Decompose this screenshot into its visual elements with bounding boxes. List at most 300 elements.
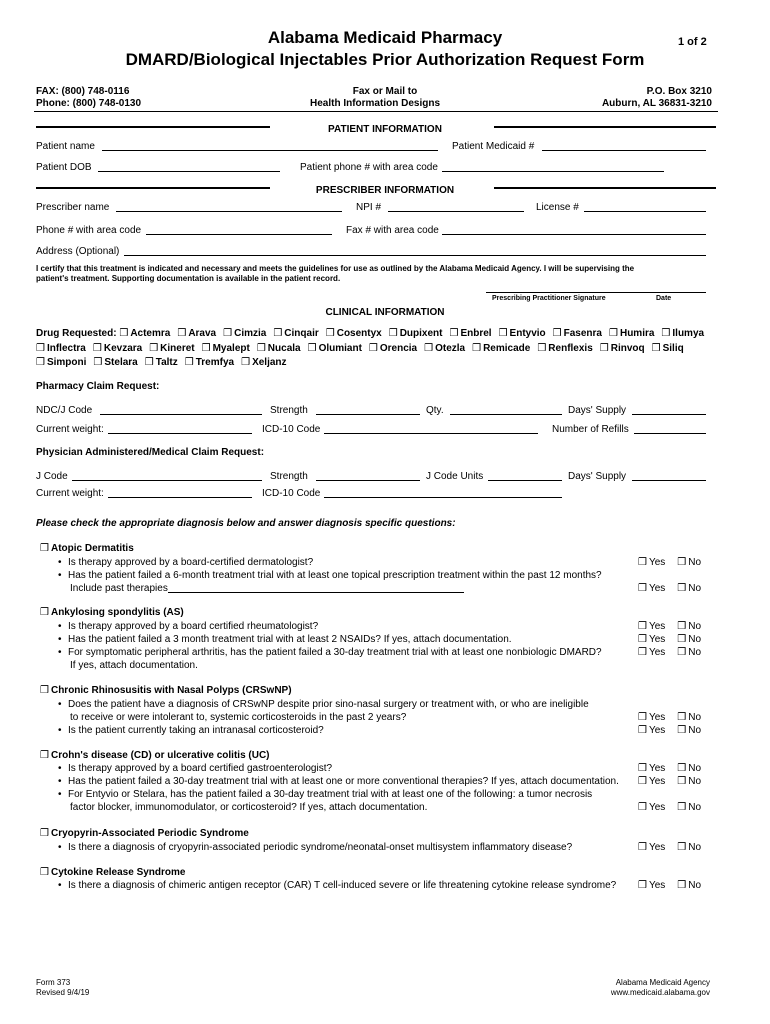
no-option[interactable] bbox=[677, 583, 701, 594]
yes-option[interactable] bbox=[638, 880, 665, 891]
checkbox-icon[interactable]: ❒ bbox=[449, 328, 459, 339]
drug-name: Tremfya bbox=[195, 357, 235, 368]
drug-option-inflectra[interactable] bbox=[36, 343, 86, 354]
fax-number: FAX: (800) 748-0116 bbox=[36, 86, 130, 97]
drug-name: Cimzia bbox=[234, 328, 267, 339]
checkbox-icon[interactable]: ❒ bbox=[241, 357, 251, 368]
yes-no-group bbox=[638, 621, 701, 632]
diagnosis-title: Cryopyrin-Associated Periodic Syndrome bbox=[50, 828, 249, 839]
bullet-icon: • bbox=[58, 699, 62, 710]
question-continuation: Include past therapies bbox=[70, 583, 168, 594]
question-continuation: If yes, attach documentation. bbox=[70, 660, 198, 671]
ndc-label: NDC/J Code bbox=[36, 405, 93, 416]
icd-field[interactable] bbox=[324, 433, 538, 434]
checkbox-icon[interactable]: ❒ bbox=[184, 357, 194, 368]
drug-option-kineret[interactable] bbox=[149, 343, 194, 354]
yes-option[interactable] bbox=[638, 842, 665, 853]
diagnosis-question bbox=[58, 647, 602, 658]
days-supply-label: Days' Supply bbox=[568, 405, 627, 416]
prescriber-name-label: Prescriber name bbox=[36, 202, 110, 213]
bullet-icon: • bbox=[58, 634, 62, 645]
checkbox-icon[interactable]: ❒ bbox=[40, 867, 49, 878]
diagnosis-question bbox=[58, 789, 592, 800]
yes-no-group bbox=[638, 712, 701, 723]
diagnosis-instructions: Please check the appropriate diagnosis below and answer diagnosis specific questions: bbox=[36, 518, 456, 529]
drug-name: Entyvio bbox=[509, 328, 546, 339]
jcode-label: J Code bbox=[36, 471, 68, 482]
checkbox-icon[interactable]: ❒ bbox=[256, 343, 266, 354]
form-title-2: DMARD/Biological Injectables Prior Authorization Request Form bbox=[125, 50, 645, 69]
no-option[interactable] bbox=[677, 880, 701, 891]
checkbox-icon[interactable]: ❒ bbox=[638, 647, 647, 658]
yes-no-group bbox=[638, 583, 701, 594]
yes-option[interactable] bbox=[638, 621, 665, 632]
page-number: 1 of 2 bbox=[678, 36, 707, 48]
prescriber-fax-label: Fax # with area code bbox=[346, 225, 439, 236]
yes-option[interactable] bbox=[638, 634, 665, 645]
drug-option-fasenra[interactable] bbox=[553, 328, 602, 339]
prescriber-phone-field[interactable] bbox=[146, 234, 332, 235]
drug-option-humira[interactable] bbox=[609, 328, 654, 339]
diagnosis-option[interactable] bbox=[40, 750, 270, 761]
license-label: License # bbox=[536, 202, 579, 213]
no-option[interactable] bbox=[677, 802, 701, 813]
drug-option-entyvio[interactable] bbox=[499, 328, 546, 339]
checkbox-icon[interactable]: ❒ bbox=[638, 880, 647, 891]
no-option[interactable] bbox=[677, 763, 701, 774]
prescriber-name-field[interactable] bbox=[116, 211, 342, 212]
signature-field[interactable] bbox=[486, 292, 706, 293]
section-rule bbox=[494, 187, 716, 189]
patient-dob-label: Patient DOB bbox=[36, 162, 92, 173]
no-label: No bbox=[688, 880, 702, 891]
strength-label: Strength bbox=[270, 405, 308, 416]
strength-field-2[interactable] bbox=[316, 480, 420, 481]
drug-name: Xeljanz bbox=[252, 357, 287, 368]
no-label: No bbox=[688, 763, 702, 774]
checkbox-icon[interactable]: ❒ bbox=[40, 750, 49, 761]
checkbox-icon[interactable]: ❒ bbox=[177, 328, 187, 339]
drug-option-cinqair[interactable] bbox=[273, 328, 318, 339]
past-therapies-field[interactable] bbox=[168, 592, 464, 593]
no-option[interactable] bbox=[677, 647, 701, 658]
patient-phone-label: Patient phone # with area code bbox=[300, 162, 438, 173]
drug-option-cosentyx[interactable] bbox=[326, 328, 382, 339]
yes-label: Yes bbox=[648, 776, 666, 787]
question-text: For symptomatic peripheral arthritis, has the patient failed a 30-day treatment trial with at least one nonbiologic DMARD? bbox=[68, 647, 602, 658]
no-label: No bbox=[688, 583, 702, 594]
drug-option-orencia[interactable] bbox=[369, 343, 417, 354]
yes-option[interactable] bbox=[638, 712, 665, 723]
checkbox-icon[interactable]: ❒ bbox=[677, 763, 687, 774]
question-text: For Entyvio or Stelara, has the patient failed a 30-day treatment trial with at least one of the following: a tumor necrosis bbox=[68, 789, 593, 800]
no-option[interactable] bbox=[677, 557, 701, 568]
bullet-icon: • bbox=[58, 789, 62, 800]
checkbox-icon[interactable]: ❒ bbox=[638, 776, 647, 787]
diagnosis-question bbox=[58, 725, 324, 736]
po-box: P.O. Box 3210 bbox=[646, 86, 712, 97]
checkbox-icon[interactable]: ❒ bbox=[677, 647, 687, 658]
diagnosis-title: Ankylosing spondylitis (AS) bbox=[50, 607, 184, 618]
checkbox-icon[interactable]: ❒ bbox=[638, 583, 647, 594]
drug-name: Ilumya bbox=[672, 328, 705, 339]
drug-option-tremfya[interactable] bbox=[185, 357, 234, 368]
checkbox-icon[interactable]: ❒ bbox=[638, 634, 647, 645]
drug-name: Fasenra bbox=[563, 328, 602, 339]
checkbox-icon[interactable]: ❒ bbox=[677, 557, 687, 568]
no-option[interactable] bbox=[677, 621, 701, 632]
checkbox-icon[interactable]: ❒ bbox=[144, 357, 154, 368]
checkbox-icon[interactable]: ❒ bbox=[677, 712, 687, 723]
checkbox-icon[interactable]: ❒ bbox=[388, 328, 398, 339]
yes-no-group bbox=[638, 634, 701, 645]
icd-field-2[interactable] bbox=[324, 497, 562, 498]
diagnosis-option[interactable] bbox=[40, 607, 184, 618]
patient-name-label: Patient name bbox=[36, 141, 95, 152]
drug-option-renflexis[interactable] bbox=[537, 343, 592, 354]
checkbox-icon[interactable]: ❒ bbox=[609, 328, 618, 339]
days-supply-field[interactable] bbox=[632, 414, 706, 415]
drug-name: Renflexis bbox=[548, 343, 593, 354]
strength-field[interactable] bbox=[316, 414, 420, 415]
question-text: Is therapy approved by a board certified rheumatologist? bbox=[68, 621, 319, 632]
refills-label: Number of Refills bbox=[552, 424, 629, 435]
checkbox-icon[interactable]: ❒ bbox=[325, 328, 335, 339]
drug-option-stelara[interactable] bbox=[93, 357, 137, 368]
drug-option-cimzia[interactable] bbox=[223, 328, 266, 339]
checkbox-icon[interactable]: ❒ bbox=[472, 343, 482, 354]
diagnosis-question bbox=[58, 570, 602, 581]
checkbox-icon[interactable]: ❒ bbox=[223, 328, 233, 339]
checkbox-icon[interactable]: ❒ bbox=[661, 328, 671, 339]
no-label: No bbox=[688, 634, 702, 645]
weight-field-2[interactable] bbox=[108, 497, 252, 498]
drug-option-dupixent[interactable] bbox=[389, 328, 443, 339]
clinical-section-title: CLINICAL INFORMATION bbox=[325, 307, 445, 318]
no-label: No bbox=[688, 621, 702, 632]
yes-label: Yes bbox=[648, 842, 666, 853]
checkbox-icon[interactable]: ❒ bbox=[677, 776, 687, 787]
checkbox-icon[interactable]: ❒ bbox=[149, 343, 159, 354]
checkbox-icon[interactable]: ❒ bbox=[638, 557, 647, 568]
npi-label: NPI # bbox=[356, 202, 382, 213]
question-text: Is therapy approved by a board-certified dermatologist? bbox=[68, 557, 314, 568]
patient-dob-field[interactable] bbox=[98, 171, 280, 172]
yes-no-group bbox=[638, 802, 701, 813]
checkbox-icon[interactable]: ❒ bbox=[40, 685, 49, 696]
icd-label-2: ICD-10 Code bbox=[262, 488, 321, 499]
drug-row-1 bbox=[36, 328, 711, 339]
yes-no-group bbox=[638, 880, 701, 891]
yes-label: Yes bbox=[648, 634, 666, 645]
drug-name: Otezla bbox=[435, 343, 466, 354]
yes-no-group bbox=[638, 725, 701, 736]
no-option[interactable] bbox=[677, 725, 701, 736]
address-label: Address (Optional) bbox=[36, 246, 120, 257]
checkbox-icon[interactable]: ❒ bbox=[498, 328, 508, 339]
checkbox-icon[interactable]: ❒ bbox=[40, 543, 49, 554]
drug-name: Rinvoq bbox=[610, 343, 645, 354]
diagnosis-title: Chronic Rhinosusitis with Nasal Polyps (CRSwNP) bbox=[50, 685, 292, 696]
drug-option-actemra[interactable] bbox=[119, 328, 170, 339]
ndc-field[interactable] bbox=[100, 414, 262, 415]
form-number: Form 373 bbox=[36, 978, 71, 987]
drug-option-kevzara[interactable] bbox=[93, 343, 142, 354]
checkbox-icon[interactable]: ❒ bbox=[677, 842, 687, 853]
yes-label: Yes bbox=[648, 802, 666, 813]
yes-label: Yes bbox=[648, 880, 666, 891]
yes-option[interactable] bbox=[638, 647, 665, 658]
jcode-units-label: J Code Units bbox=[426, 471, 484, 482]
no-option[interactable] bbox=[677, 634, 701, 645]
checkbox-icon[interactable]: ❒ bbox=[677, 621, 687, 632]
drug-option-olumiant[interactable] bbox=[308, 343, 362, 354]
checkbox-icon[interactable]: ❒ bbox=[119, 328, 129, 339]
diagnosis-question bbox=[58, 763, 332, 774]
days-supply-field-2[interactable] bbox=[632, 480, 706, 481]
header-divider bbox=[34, 111, 718, 112]
bullet-icon: • bbox=[58, 880, 62, 891]
phone-number: Phone: (800) 748-0130 bbox=[36, 98, 142, 109]
drug-name: Olumiant bbox=[318, 343, 362, 354]
question-text: Is therapy approved by a board certified gastroenterologist? bbox=[68, 763, 333, 774]
drug-name: Taltz bbox=[155, 357, 178, 368]
bullet-icon: • bbox=[58, 621, 62, 632]
diagnosis-option[interactable] bbox=[40, 828, 249, 839]
diagnosis-question bbox=[58, 634, 512, 645]
yes-no-group bbox=[638, 776, 701, 787]
drug-option-xeljanz[interactable] bbox=[241, 357, 286, 368]
question-text: Is there a diagnosis of cryopyrin-associated periodic syndrome/neonatal-onset multisystem inflammatory disease? bbox=[68, 842, 573, 853]
diagnosis-question bbox=[58, 699, 589, 710]
checkbox-icon[interactable]: ❒ bbox=[638, 621, 647, 632]
checkbox-icon[interactable]: ❒ bbox=[201, 343, 211, 354]
npi-field[interactable] bbox=[388, 211, 524, 212]
yes-option[interactable] bbox=[638, 557, 665, 568]
drug-row-2 bbox=[36, 343, 691, 354]
checkbox-icon[interactable]: ❒ bbox=[677, 880, 687, 891]
question-text: Has the patient failed a 3 month treatment trial with at least 2 NSAIDs? If yes, attach documentation. bbox=[68, 634, 512, 645]
certification-text-2: patient's treatment. Supporting documentation is available in the patient record. bbox=[36, 274, 341, 283]
address-field[interactable] bbox=[124, 255, 706, 256]
drug-name: Simponi bbox=[46, 357, 87, 368]
checkbox-icon[interactable]: ❒ bbox=[92, 343, 102, 354]
yes-label: Yes bbox=[648, 712, 666, 723]
drug-name: Orencia bbox=[379, 343, 418, 354]
agency-name: Alabama Medicaid Agency bbox=[615, 978, 710, 987]
mail-org: Health Information Designs bbox=[309, 98, 440, 109]
yes-label: Yes bbox=[648, 557, 666, 568]
yes-no-group bbox=[638, 763, 701, 774]
yes-option[interactable] bbox=[638, 583, 665, 594]
drug-name: Kineret bbox=[160, 343, 195, 354]
drug-name: Siliq bbox=[662, 343, 684, 354]
drug-name: Kevzara bbox=[103, 343, 143, 354]
yes-option[interactable] bbox=[638, 763, 665, 774]
patient-medicaid-field[interactable] bbox=[542, 150, 706, 151]
diagnosis-question bbox=[58, 621, 318, 632]
diagnosis-title: Cytokine Release Syndrome bbox=[50, 867, 186, 878]
bullet-icon: • bbox=[58, 647, 62, 658]
drug-name: Nucala bbox=[267, 343, 301, 354]
drug-row-3 bbox=[36, 357, 294, 368]
days-supply-label-2: Days' Supply bbox=[568, 471, 627, 482]
drug-name: Myalept bbox=[212, 343, 250, 354]
strength-label-2: Strength bbox=[270, 471, 308, 482]
diagnosis-title: Atopic Dermatitis bbox=[50, 543, 134, 554]
bullet-icon: • bbox=[58, 763, 62, 774]
jcode-units-field[interactable] bbox=[488, 480, 562, 481]
drug-name: Enbrel bbox=[460, 328, 492, 339]
yes-label: Yes bbox=[648, 647, 666, 658]
checkbox-icon[interactable]: ❒ bbox=[638, 763, 647, 774]
bullet-icon: • bbox=[58, 557, 62, 568]
yes-label: Yes bbox=[648, 621, 666, 632]
diagnosis-question bbox=[58, 776, 619, 787]
checkbox-icon[interactable]: ❒ bbox=[424, 343, 434, 354]
license-field[interactable] bbox=[584, 211, 706, 212]
drug-name: Inflectra bbox=[46, 343, 86, 354]
checkbox-icon[interactable]: ❒ bbox=[638, 802, 647, 813]
bullet-icon: • bbox=[58, 776, 62, 787]
checkbox-icon[interactable]: ❒ bbox=[677, 725, 687, 736]
checkbox-icon[interactable]: ❒ bbox=[677, 634, 687, 645]
drug-option-myalept[interactable] bbox=[202, 343, 250, 354]
diagnosis-title: Crohn's disease (CD) or ulcerative colitis (UC) bbox=[50, 750, 270, 761]
icd-label: ICD-10 Code bbox=[262, 424, 321, 435]
prescriber-phone-label: Phone # with area code bbox=[36, 225, 142, 236]
checkbox-icon[interactable]: ❒ bbox=[273, 328, 283, 339]
drug-option-simponi[interactable] bbox=[36, 357, 86, 368]
question-text: Does the patient have a diagnosis of CRSwNP despite prior sino-nasal surgery or treatment with, or who are ineligible bbox=[68, 699, 589, 710]
checkbox-icon[interactable]: ❒ bbox=[599, 343, 609, 354]
question-continuation: to receive or were intolerant to, systemic corticosteroids in the past 2 years? bbox=[70, 712, 407, 723]
patient-phone-field[interactable] bbox=[442, 171, 664, 172]
yes-option[interactable] bbox=[638, 725, 665, 736]
checkbox-icon[interactable]: ❒ bbox=[537, 343, 547, 354]
checkbox-icon[interactable]: ❒ bbox=[677, 802, 687, 813]
drug-name: Cosentyx bbox=[336, 328, 382, 339]
yes-label: Yes bbox=[648, 583, 666, 594]
no-option[interactable] bbox=[677, 842, 701, 853]
yes-no-group bbox=[638, 842, 701, 853]
checkbox-icon[interactable]: ❒ bbox=[307, 343, 317, 354]
drug-name: Actemra bbox=[130, 328, 171, 339]
no-label: No bbox=[688, 776, 702, 787]
checkbox-icon[interactable]: ❒ bbox=[638, 842, 647, 853]
pharmacy-claim-heading: Pharmacy Claim Request: bbox=[36, 381, 160, 392]
no-label: No bbox=[688, 712, 702, 723]
checkbox-icon[interactable]: ❒ bbox=[651, 343, 661, 354]
bullet-icon: • bbox=[58, 842, 62, 853]
checkbox-icon[interactable]: ❒ bbox=[638, 712, 647, 723]
drug-name: Stelara bbox=[104, 357, 138, 368]
qty-field[interactable] bbox=[450, 414, 562, 415]
drug-option-arava[interactable] bbox=[177, 328, 216, 339]
checkbox-icon[interactable]: ❒ bbox=[368, 343, 378, 354]
no-label: No bbox=[688, 802, 702, 813]
no-label: No bbox=[688, 725, 702, 736]
weight-label-2: Current weight: bbox=[36, 488, 104, 499]
drug-option-ilumya[interactable] bbox=[661, 328, 704, 339]
drug-option-enbrel[interactable] bbox=[449, 328, 491, 339]
checkbox-icon[interactable]: ❒ bbox=[36, 357, 45, 368]
checkbox-icon[interactable]: ❒ bbox=[677, 583, 687, 594]
date-label: Date bbox=[656, 295, 672, 302]
checkbox-icon[interactable]: ❒ bbox=[36, 343, 45, 354]
no-label: No bbox=[688, 842, 702, 853]
certification-text: I certify that this treatment is indicated and necessary and meets the guidelines for use as outlined by the Alabama Medicaid Agency. I will be supervising the bbox=[36, 264, 635, 273]
no-label: No bbox=[688, 647, 702, 658]
yes-label: Yes bbox=[648, 725, 666, 736]
weight-field[interactable] bbox=[108, 433, 252, 434]
question-continuation: factor blocker, immunomodulator, or corticosteroid? If yes, attach documentation. bbox=[70, 802, 428, 813]
section-rule bbox=[494, 126, 716, 128]
checkbox-icon[interactable]: ❒ bbox=[40, 607, 49, 618]
prescriber-section-title: PRESCRIBER INFORMATION bbox=[315, 185, 455, 196]
drug-requested-label: Drug Requested: bbox=[36, 328, 117, 339]
physician-claim-heading: Physician Administered/Medical Claim Request: bbox=[36, 447, 265, 458]
prescriber-fax-field[interactable] bbox=[442, 234, 706, 235]
patient-section-title: PATIENT INFORMATION bbox=[328, 124, 442, 135]
checkbox-icon[interactable]: ❒ bbox=[638, 725, 647, 736]
no-option[interactable] bbox=[677, 776, 701, 787]
diagnosis-option[interactable] bbox=[40, 543, 134, 554]
drug-name: Dupixent bbox=[399, 328, 443, 339]
weight-label: Current weight: bbox=[36, 424, 104, 435]
drug-name: Arava bbox=[188, 328, 217, 339]
yes-label: Yes bbox=[648, 763, 666, 774]
yes-option[interactable] bbox=[638, 776, 665, 787]
refills-field[interactable] bbox=[634, 433, 706, 434]
drug-option-siliq[interactable] bbox=[652, 343, 684, 354]
diagnosis-option[interactable] bbox=[40, 867, 185, 878]
patient-name-field[interactable] bbox=[102, 150, 438, 151]
yes-no-group bbox=[638, 557, 701, 568]
jcode-field[interactable] bbox=[72, 480, 262, 481]
no-label: No bbox=[688, 557, 702, 568]
form-title-1: Alabama Medicaid Pharmacy bbox=[267, 28, 503, 47]
patient-medicaid-label: Patient Medicaid # bbox=[452, 141, 535, 152]
question-text: Has the patient failed a 6-month treatment trial with at least one topical prescription treatment within the past 12 months? bbox=[68, 570, 602, 581]
checkbox-icon[interactable]: ❒ bbox=[93, 357, 103, 368]
drug-name: Cinqair bbox=[284, 328, 319, 339]
checkbox-icon[interactable]: ❒ bbox=[40, 828, 49, 839]
agency-url: www.medicaid.alabama.gov bbox=[610, 988, 710, 997]
drug-option-remicade[interactable] bbox=[472, 343, 530, 354]
question-text: Is the patient currently taking an intranasal corticosteroid? bbox=[68, 725, 324, 736]
po-city: Auburn, AL 36831-3210 bbox=[601, 98, 712, 109]
drug-name: Humira bbox=[619, 328, 655, 339]
question-text: Has the patient failed a 30-day treatment trial with at least one or more conventional therapies? If yes, attach documentation. bbox=[68, 776, 619, 787]
qty-label: Qty. bbox=[426, 405, 444, 416]
drug-option-otezla[interactable] bbox=[424, 343, 465, 354]
no-option[interactable] bbox=[677, 712, 701, 723]
signature-label: Prescribing Practitioner Signature bbox=[492, 295, 606, 302]
checkbox-icon[interactable]: ❒ bbox=[552, 328, 562, 339]
bullet-icon: • bbox=[58, 570, 62, 581]
bullet-icon: • bbox=[58, 725, 62, 736]
yes-no-group bbox=[638, 647, 701, 658]
mail-to: Fax or Mail to bbox=[352, 86, 418, 97]
yes-option[interactable] bbox=[638, 802, 665, 813]
drug-option-nucala[interactable] bbox=[257, 343, 301, 354]
drug-name: Remicade bbox=[483, 343, 531, 354]
question-text: Is there a diagnosis of chimeric antigen receptor (CAR) T cell-induced severe or life threatening cytokine release syndrome? bbox=[68, 880, 617, 891]
drug-option-rinvoq[interactable] bbox=[600, 343, 645, 354]
diagnosis-option[interactable] bbox=[40, 685, 292, 696]
drug-option-taltz[interactable] bbox=[145, 357, 178, 368]
